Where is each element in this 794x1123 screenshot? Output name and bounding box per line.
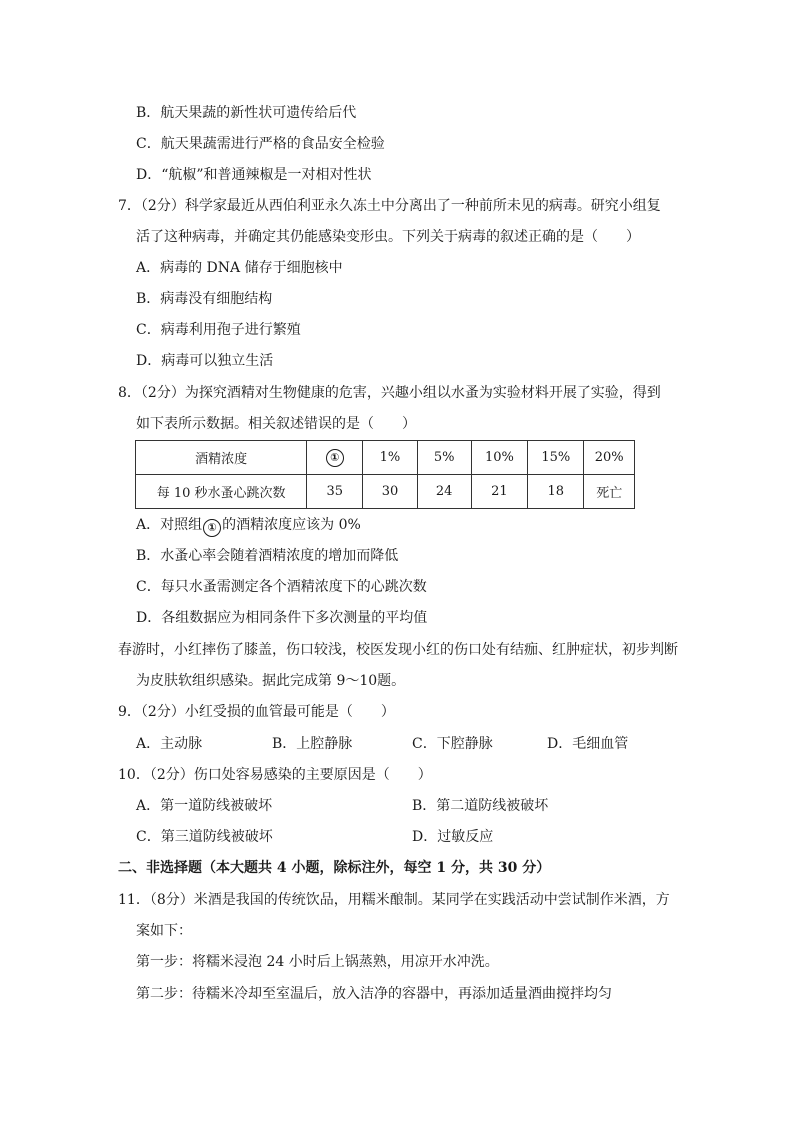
q10-stem: 10．（2分）伤口处容易感染的主要原因是（ ）: [118, 767, 432, 783]
table-cell: 20%: [584, 441, 635, 475]
q6-option-c: C．航天果蔬需进行严格的食品安全检验: [136, 136, 385, 152]
q8-option-b: B．水蚤心率会随着酒精浓度的增加而降低: [136, 548, 399, 564]
q8-option-d: D．各组数据应为相同条件下多次测量的平均值: [136, 610, 428, 626]
q8-option-c: C．每只水蚤需测定各个酒精浓度下的心跳次数: [136, 579, 427, 595]
table-cell: 30: [363, 475, 417, 509]
q8-option-a-suffix: 的酒精浓度应该为 0%: [222, 517, 361, 533]
q7-option-c: C．病毒利用孢子进行繁殖: [136, 322, 301, 338]
table-cell-control-group: [307, 441, 363, 475]
q10-options-row-2: [136, 827, 696, 847]
q9-stem: 9．（2分）小红受损的血管最可能是（ ）: [118, 704, 395, 720]
table-row: [136, 475, 635, 509]
table-cell: 每 10 秒水蚤心跳次数: [136, 475, 307, 509]
q8-option-a-prefix: A．对照组: [136, 517, 203, 533]
q7-stem-line-2: 活了这种病毒，并确定其仍能感染变形虫。下列关于病毒的叙述正确的是（ ）: [136, 229, 640, 245]
q10-option-d: D．过敏反应: [412, 829, 494, 845]
table-cell: 24: [417, 475, 471, 509]
q9-option-b: B．上腔静脉: [272, 736, 353, 752]
section-heading: 二、非选择题（本大题共 4 小题，除标注外，每空 1 分，共 30 分）: [118, 860, 551, 876]
q9-option-d: D．毛细血管: [547, 736, 629, 752]
q11-stem-line-2: 案如下：: [136, 923, 192, 939]
q7-stem-line-1: 7．（2分）科学家最近从西伯利亚永久冻土中分离出了一种前所未见的病毒。研究小组复: [118, 198, 661, 214]
q10-option-b: B．第二道防线被破坏: [412, 798, 549, 814]
passage-line-2: 为皮肤软组织感染。据此完成第 9～10题。: [136, 673, 406, 689]
table-cell: 酒精浓度: [136, 441, 307, 475]
q8-stem-line-2: 如下表所示数据。相关叙述错误的是（ ）: [136, 416, 416, 432]
q9-option-c: C．下腔静脉: [412, 736, 493, 752]
q7-option-a: A．病毒的 DNA 储存于细胞核中: [136, 260, 343, 276]
q8-stem-line-1: 8．（2分）为探究酒精对生物健康的危害，兴趣小组以水蚤为实验材料开展了实验，得到: [118, 385, 661, 401]
table-cell: 5%: [417, 441, 471, 475]
table-header-row: [136, 441, 635, 475]
q7-option-b: B．病毒没有细胞结构: [136, 291, 273, 307]
circled-one-icon: ①: [203, 519, 221, 537]
q9-options: [136, 734, 696, 754]
table-cell: 15%: [528, 441, 584, 475]
data-table: [135, 440, 635, 509]
q11-step-1: 第一步：将糯米浸泡 24 小时后上锅蒸熟，用凉开水冲洗。: [136, 954, 499, 970]
table-cell: 死亡: [584, 475, 635, 509]
q10-options-row-1: [136, 796, 696, 816]
q7-option-d: D．病毒可以独立生活: [136, 353, 274, 369]
table-cell: 10%: [471, 441, 527, 475]
q10-option-c: C．第三道防线被破坏: [136, 829, 273, 845]
q11-step-2: 第二步：待糯米冷却至室温后，放入洁净的容器中，再添加适量酒曲搅拌均匀: [136, 986, 612, 1002]
table-cell: 35: [307, 475, 363, 509]
table-cell: 18: [528, 475, 584, 509]
table-cell: 21: [471, 475, 527, 509]
q10-option-a: A．第一道防线被破坏: [136, 798, 273, 814]
table-cell: 1%: [363, 441, 417, 475]
q6-option-b: B．航天果蔬的新性状可遗传给后代: [136, 105, 357, 121]
q11-stem-line-1: 11．（8分）米酒是我国的传统饮品，用糯米酿制。某同学在实践活动中尝试制作米酒，方: [118, 892, 670, 908]
q6-option-d: D．“航椒”和普通辣椒是一对相对性状: [136, 167, 372, 183]
q8-option-a: [136, 515, 361, 537]
passage-line-1: 春游时，小红摔伤了膝盖，伤口较浅，校医发现小红的伤口处有结痂、红肿症状，初步判断: [118, 642, 678, 658]
q9-option-a: A．主动脉: [136, 736, 203, 752]
circled-one-icon: ①: [326, 449, 344, 467]
